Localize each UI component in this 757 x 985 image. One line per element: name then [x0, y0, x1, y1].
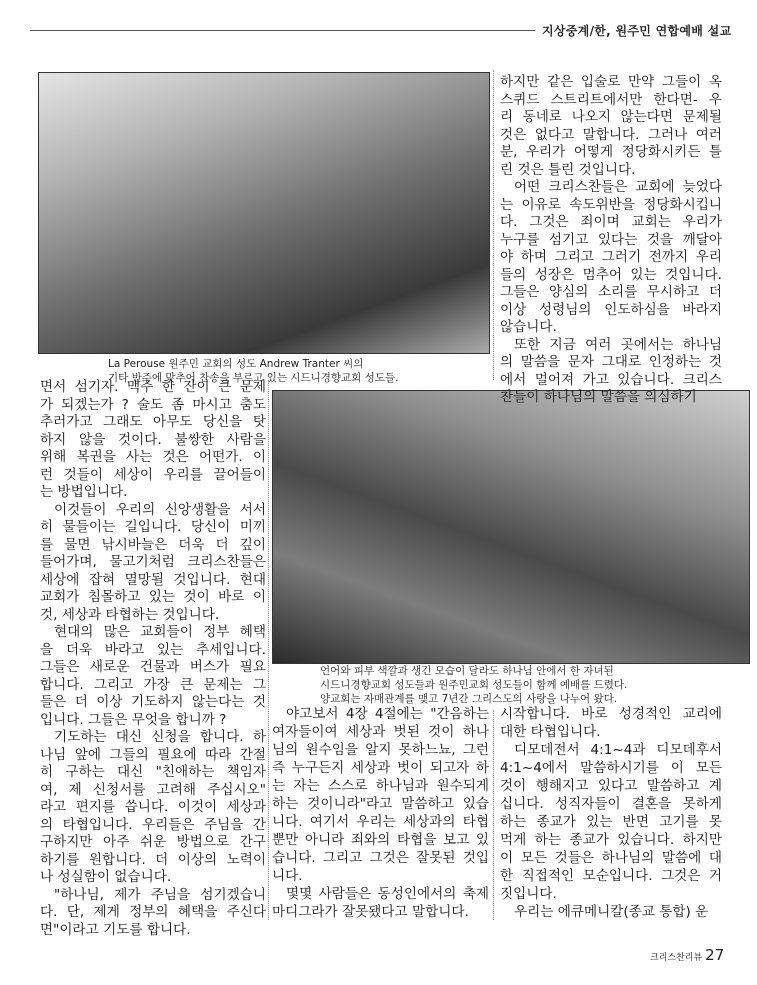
- column-divider: [493, 70, 494, 380]
- article-column-right-top: [500, 74, 722, 407]
- article-column-left: [40, 379, 266, 939]
- text-line: 이 모든 것들은 하나님의 말씀에 대: [500, 850, 722, 866]
- text-line: 는 자는 스스로 하나님과 원수되게: [272, 778, 489, 794]
- caption-line: 기타 반주에 맞추어 찬송을 부르고 있는 시드니경향교회 성도들.: [108, 372, 399, 384]
- text-line: 하는 종교가 있는 반면 고기를 못: [500, 814, 722, 830]
- text-line: 다. 그것은 죄이며 교회는 우리가: [500, 214, 722, 230]
- text-line: 십니다. 성직자들이 결혼을 못하게: [500, 796, 722, 812]
- text-line: 것은 없다고 말합니다. 그러나 여러: [500, 126, 722, 143]
- caption-line: 양교회는 자매관계를 맺고 7년간 그리스도의 사랑을 나누어 왔다.: [320, 693, 618, 705]
- text-line: 여자들이여 세상과 벗된 것이 하나: [272, 724, 489, 740]
- text-line: 그들은 양심의 소리를 무시하고 더: [500, 284, 722, 300]
- photo-joint-service: [272, 390, 750, 664]
- text-line: 않습니다.: [500, 319, 557, 335]
- text-line: 교회가 침몰하고 있는 것이 바로 이: [40, 589, 266, 605]
- text-line: 들어가며, 물고기처럼 크리스찬들은: [40, 554, 266, 570]
- text-line: 를 물면 낚시바늘은 더욱 더 깊이: [40, 536, 266, 553]
- text-line: 을 더욱 바라고 있는 추세입니다.: [40, 641, 266, 658]
- text-line: 어떤 크리스찬들은 교회에 늦었다: [514, 179, 722, 195]
- section-header: 지상중계/한, 원주민 연합예배 설교: [542, 24, 732, 38]
- text-line: 현대의 많은 교회들이 정부 혜택: [54, 624, 266, 640]
- header-rule: [30, 30, 535, 31]
- text-line: 님의 원수임을 알지 못하느뇨, 그런: [272, 742, 489, 758]
- text-line: 리 동네로 나오지 않는다면 문제될: [500, 109, 722, 125]
- text-line: 이것들이 우리의 신앙생활을 서서: [54, 501, 266, 518]
- text-line: 찬들이 하나님의 말씀을 의심하기: [500, 389, 697, 405]
- text-line: 의 말씀을 문자 그대로 인정하는 것: [500, 354, 722, 370]
- text-line: 하기를 원합니다. 더 이상의 노력이: [40, 851, 266, 868]
- article-column-middle-bottom: [272, 705, 489, 921]
- text-line: 니다.: [272, 868, 303, 884]
- text-line: 습니다. 그리고 그것은 잘못된 것입: [272, 850, 489, 866]
- page-footer: [650, 946, 724, 964]
- article-column-right-bottom: [500, 705, 722, 921]
- text-line: 가 되겠는가 ? 술도 좀 마시고 춤도: [40, 396, 266, 413]
- text-line: 히 구하는 대신 "친애하는 책임자: [40, 764, 266, 780]
- text-line: 것, 세상과 타협하는 것입니다.: [40, 606, 220, 623]
- text-line: 의 타협입니다. 우리들은 주님을 간: [40, 816, 266, 833]
- text-line: 여, 제 신청서를 고려해 주십시오": [40, 781, 266, 798]
- caption-line: La Perouse 원주민 교회의 성도 Andrew Tranter 씨의: [108, 358, 364, 370]
- text-line: 들의 성장은 멈추어 있는 것입니다.: [500, 266, 722, 283]
- text-line: 라고 편지를 씁니다. 이것이 세상과: [40, 799, 266, 815]
- text-line: 분, 우리가 어떻게 정당화시키든 틀: [500, 144, 722, 160]
- text-line: 위해 복권을 사는 것은 어떤가. 이: [40, 449, 266, 465]
- text-line: 짓입니다.: [500, 886, 557, 902]
- text-line: 나 성실함이 없습니다.: [40, 869, 172, 885]
- text-line: 누구를 섬기고 있다는 것을 깨달아: [500, 231, 722, 248]
- page-number: 27: [705, 946, 725, 964]
- text-line: 니다. 여기서 우리는 세상과의 타협: [272, 814, 489, 830]
- column-divider: [493, 710, 494, 920]
- text-line: 뿐만 아니라 죄와의 타협을 보고 있: [272, 832, 489, 848]
- text-line: 면"이라고 기도를 합니다.: [40, 921, 191, 938]
- photo2-caption: [320, 664, 627, 706]
- caption-line: 언어와 피부 색깔과 생긴 모습이 달라도 하나님 안에서 한 자녀된: [320, 665, 614, 677]
- text-line: 합니다. 그리고 가장 큰 문제는 그: [40, 676, 266, 693]
- text-line: 하지 않을 것이다. 불쌍한 사람을: [40, 431, 266, 448]
- text-line: "하나님, 제가 주님을 섬기겠습니: [54, 886, 266, 903]
- text-line: 한 직접적인 모순입니다. 그것은 거: [500, 868, 722, 884]
- text-line: 야고보서 4장 4절에는 "간음하는: [286, 706, 489, 722]
- text-line: 시작합니다. 바로 성경적인 교리에: [500, 706, 722, 722]
- text-line: 린 것은 틀린 것입니다.: [500, 161, 636, 178]
- text-line: 야 하며 그리고 그러기 전까지 우리: [500, 249, 722, 265]
- text-line: 하지만 같은 입술로 만약 그들이 옥: [500, 74, 722, 90]
- text-line: 기도하는 대신 신청을 합니다. 하: [54, 729, 266, 745]
- text-line: 4:1~4에서 말씀하시기를 이 모든: [500, 760, 722, 776]
- text-line: 먹게 하는 종교가 있습니다. 하지만: [500, 832, 722, 848]
- text-line: 세상에 잡혀 멸망될 것입니다. 현대: [40, 571, 266, 588]
- text-line: 나님 앞에 그들의 필요에 따라 간절: [40, 746, 266, 763]
- photo-worship-guitar: [38, 72, 490, 354]
- text-line: 는 방법입니다.: [40, 484, 128, 500]
- text-line: 즉 누구든지 세상과 벗이 되고자 하: [272, 760, 489, 776]
- text-line: 디모데전서 4:1~4과 디모데후서: [514, 742, 722, 758]
- text-line: 마디그라가 잘못됐다고 말합니다.: [272, 904, 469, 920]
- text-line: 스퀴드 스트리트에서만 한다면- 우: [500, 91, 722, 108]
- text-line: 런 것들이 세상이 우리를 끌어들이: [40, 466, 266, 483]
- text-line: 하는 것이니라"라고 말씀하고 있습: [272, 796, 489, 812]
- text-line: 들은 더 이상 기도하지 않는다는 것: [40, 694, 266, 710]
- text-line: 이상 성령님의 인도하심을 바라지: [500, 301, 722, 318]
- text-line: 는 이유로 속도위반을 정당화시킵니: [500, 196, 722, 213]
- text-line: 입니다. 그들은 무엇을 합니까 ?: [40, 711, 227, 728]
- text-line: 대한 타협입니다.: [500, 724, 601, 740]
- magazine-name: 크리스찬리뷰: [650, 953, 703, 963]
- text-line: 에서 멀어져 가고 있습니다. 크리스: [500, 371, 722, 388]
- text-line: 것이 행해지고 있다고 말씀하고 계: [500, 778, 722, 794]
- text-line: 또한 지금 여러 곳에서는 하나님: [514, 336, 722, 353]
- text-line: 구하지만 아주 쉬운 방법으로 간구: [40, 834, 266, 850]
- text-line: 면서 섬기자. 맥주 한 잔이 큰 문제: [40, 379, 266, 395]
- text-line: 다. 단, 제게 정부의 혜택을 주신다: [40, 904, 266, 920]
- text-line: 우리는 에큐메니칼(종교 통합) 운: [514, 904, 709, 920]
- text-line: 히 물들이는 길입니다. 당신이 미끼: [40, 519, 266, 535]
- text-line: 그들은 새로운 건물과 버스가 필요: [40, 659, 266, 675]
- caption-line: 시드니경향교회 성도들과 원주민교회 성도들이 함께 예배를 드렸다.: [320, 679, 628, 691]
- text-line: 추러가고 그래도 아무도 당신을 탓: [40, 414, 266, 430]
- text-line: 몇몇 사람들은 동성인에서의 축제: [286, 886, 489, 902]
- column-divider: [268, 380, 269, 920]
